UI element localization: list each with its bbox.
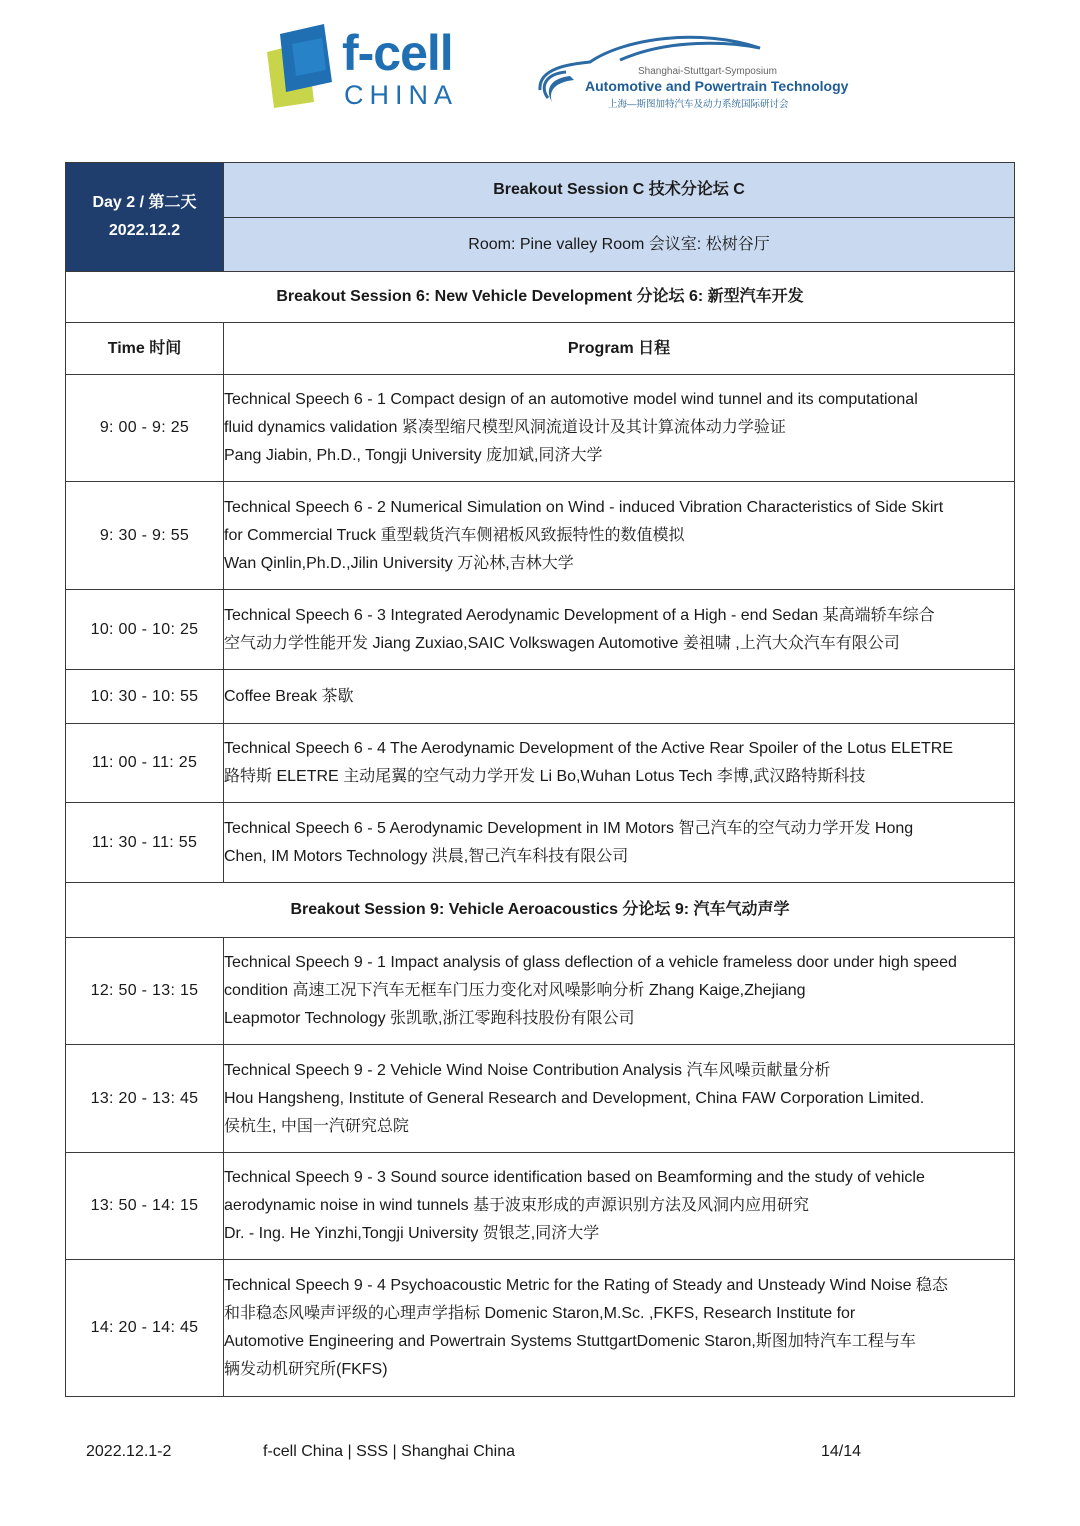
program-line: Technical Speech 6 - 3 Integrated Aerodynamic Development of a High - end Sedan 某高端轿车综合 xyxy=(224,606,935,624)
program-line: 侯杭生, 中国一汽研究总院 xyxy=(224,1117,409,1135)
sss-logo-line3: 上海—斯图加特汽车及动力系统国际研讨会 xyxy=(608,99,789,110)
program-line: Automotive Engineering and Powertrain Systems StuttgartDomenic Staron,斯图加特汽车工程与车 xyxy=(224,1333,916,1350)
time-cell: 11: 30 - 11: 55 xyxy=(66,803,224,883)
program-cell xyxy=(224,724,1015,803)
header-row-session xyxy=(66,163,1015,218)
table-row xyxy=(66,1260,1015,1397)
sss-logo xyxy=(530,28,849,118)
sss-logo-line1: Shanghai-Stuttgart-Symposium xyxy=(638,66,777,77)
time-cell: 13: 50 - 14: 15 xyxy=(66,1153,224,1260)
program-line: Hou Hangsheng, Institute of General Research and Development, China FAW Corporation Limited. xyxy=(224,1089,925,1107)
program-line: Technical Speech 6 - 1 Compact design of an automotive model wind tunnel and its computational xyxy=(224,391,918,408)
program-cell xyxy=(224,375,1015,482)
program-line: Dr. - Ing. He Yinzhi,Tongji University 贺银芝,同济大学 xyxy=(224,1225,600,1242)
footer-page-number: 14/14 xyxy=(821,1443,862,1460)
time-cell: 14: 20 - 14: 45 xyxy=(66,1260,224,1397)
column-header-row xyxy=(66,323,1015,375)
program-cell xyxy=(224,1045,1015,1153)
fcell-china-logo xyxy=(262,22,472,117)
program-line: Leapmotor Technology 张凯歌,浙江零跑科技股份有限公司 xyxy=(224,1010,635,1027)
time-cell: 11: 00 - 11: 25 xyxy=(66,724,224,803)
time-cell: 9: 00 - 9: 25 xyxy=(66,375,224,482)
program-cell xyxy=(224,803,1015,883)
program-line: Technical Speech 9 - 2 Vehicle Wind Noise Contribution Analysis 汽车风噪贡献量分析 xyxy=(224,1061,831,1079)
room-label: Room: Pine valley Room 会议室: 松树谷厅 xyxy=(224,218,1015,272)
program-line: 辆发动机研究所(FKFS) xyxy=(224,1361,388,1378)
program-cell xyxy=(224,482,1015,590)
day-cell xyxy=(66,163,224,272)
program-cell xyxy=(224,590,1015,670)
table-row xyxy=(66,1153,1015,1260)
table-row xyxy=(66,482,1015,590)
session-6-title: Breakout Session 6: New Vehicle Development 分论坛 6: 新型汽车开发 xyxy=(66,272,1015,323)
table-row xyxy=(66,803,1015,883)
fcell-china-wordmark: CHINA xyxy=(344,80,459,110)
fcell-wordmark: f-cell xyxy=(342,25,453,81)
session-9-title: Breakout Session 9: Vehicle Aeroacoustics 分论坛 9: 汽车气动声学 xyxy=(66,883,1015,938)
time-cell: 9: 30 - 9: 55 xyxy=(66,482,224,590)
program-cell xyxy=(224,670,1015,724)
program-line: 路特斯 ELETRE 主动尾翼的空气动力学开发 Li Bo,Wuhan Lotus Tech 李博,武汉路特斯科技 xyxy=(224,768,866,785)
program-line: 和非稳态风噪声评级的心理声学指标 Domenic Staron,M.Sc. ,FKFS, Research Institute for xyxy=(224,1305,856,1322)
program-line: Technical Speech 9 - 1 Impact analysis of glass deflection of a vehicle frameless door under high speed xyxy=(224,954,957,971)
program-line: Technical Speech 6 - 5 Aerodynamic Development in IM Motors 智己汽车的空气动力学开发 Hong xyxy=(224,819,914,837)
session-9-row xyxy=(66,883,1015,938)
date-label: 2022.12.2 xyxy=(108,222,181,239)
table-row xyxy=(66,590,1015,670)
program-line: Technical Speech 9 - 4 Psychoacoustic Metric for the Rating of Steady and Unsteady Wind Noise 稳态 xyxy=(224,1277,948,1294)
session-c-title: Breakout Session C 技术分论坛 C xyxy=(224,163,1015,218)
program-line: Technical Speech 6 - 2 Numerical Simulation on Wind - induced Vibration Characteristics of Side Skirt xyxy=(224,498,944,516)
footer-date: 2022.12.1-2 xyxy=(86,1443,172,1460)
table-row xyxy=(66,670,1015,724)
program-line: condition 高速工况下汽车无框车门压力变化对风噪影响分析 Zhang Kaige,Zhejiang xyxy=(224,982,806,999)
program-cell xyxy=(224,938,1015,1045)
time-column-header: Time 时间 xyxy=(66,323,224,375)
footer-organizer: f-cell China | SSS | Shanghai China xyxy=(263,1443,516,1460)
session-6-row xyxy=(66,272,1015,323)
time-cell: 10: 00 - 10: 25 xyxy=(66,590,224,670)
program-line: Chen, IM Motors Technology 洪晨,智己汽车科技有限公司 xyxy=(224,847,629,865)
time-cell: 13: 20 - 13: 45 xyxy=(66,1045,224,1153)
program-line: Pang Jiabin, Ph.D., Tongji University 庞加斌,同济大学 xyxy=(224,447,603,464)
schedule-table xyxy=(65,162,1015,1397)
program-line: Technical Speech 9 - 3 Sound source identification based on Beamforming and the study of vehicle xyxy=(224,1169,925,1186)
program-line: Technical Speech 6 - 4 The Aerodynamic Development of the Active Rear Spoiler of the Lotus ELETRE xyxy=(224,740,953,757)
table-row xyxy=(66,724,1015,803)
table-row xyxy=(66,375,1015,482)
program-line: Coffee Break 茶歇 xyxy=(224,687,354,705)
table-row xyxy=(66,938,1015,1045)
time-cell: 12: 50 - 13: 15 xyxy=(66,938,224,1045)
day-label: Day 2 / 第二天 xyxy=(92,194,197,211)
fcell-emblem-icon xyxy=(262,22,352,117)
table-row xyxy=(66,1045,1015,1153)
program-line: for Commercial Truck 重型载货汽车侧裙板风致振特性的数值模拟 xyxy=(224,526,685,544)
program-line: 空气动力学性能开发 Jiang Zuxiao,SAIC Volkswagen Automotive 姜祖啸 ,上汽大众汽车有限公司 xyxy=(224,634,900,652)
program-column-header: Program 日程 xyxy=(224,323,1015,375)
sss-logo-line2: Automotive and Powertrain Technology xyxy=(585,78,849,94)
program-line: Wan Qinlin,Ph.D.,Jilin University 万沁林,吉林大学 xyxy=(224,554,574,572)
time-cell: 10: 30 - 10: 55 xyxy=(66,670,224,724)
program-line: aerodynamic noise in wind tunnels 基于波束形成的声源识别方法及风洞内应用研究 xyxy=(224,1197,810,1214)
program-cell xyxy=(224,1153,1015,1260)
program-line: fluid dynamics validation 紧凑型缩尺模型风洞流道设计及其计算流体动力学验证 xyxy=(224,419,786,436)
program-cell xyxy=(224,1260,1015,1397)
